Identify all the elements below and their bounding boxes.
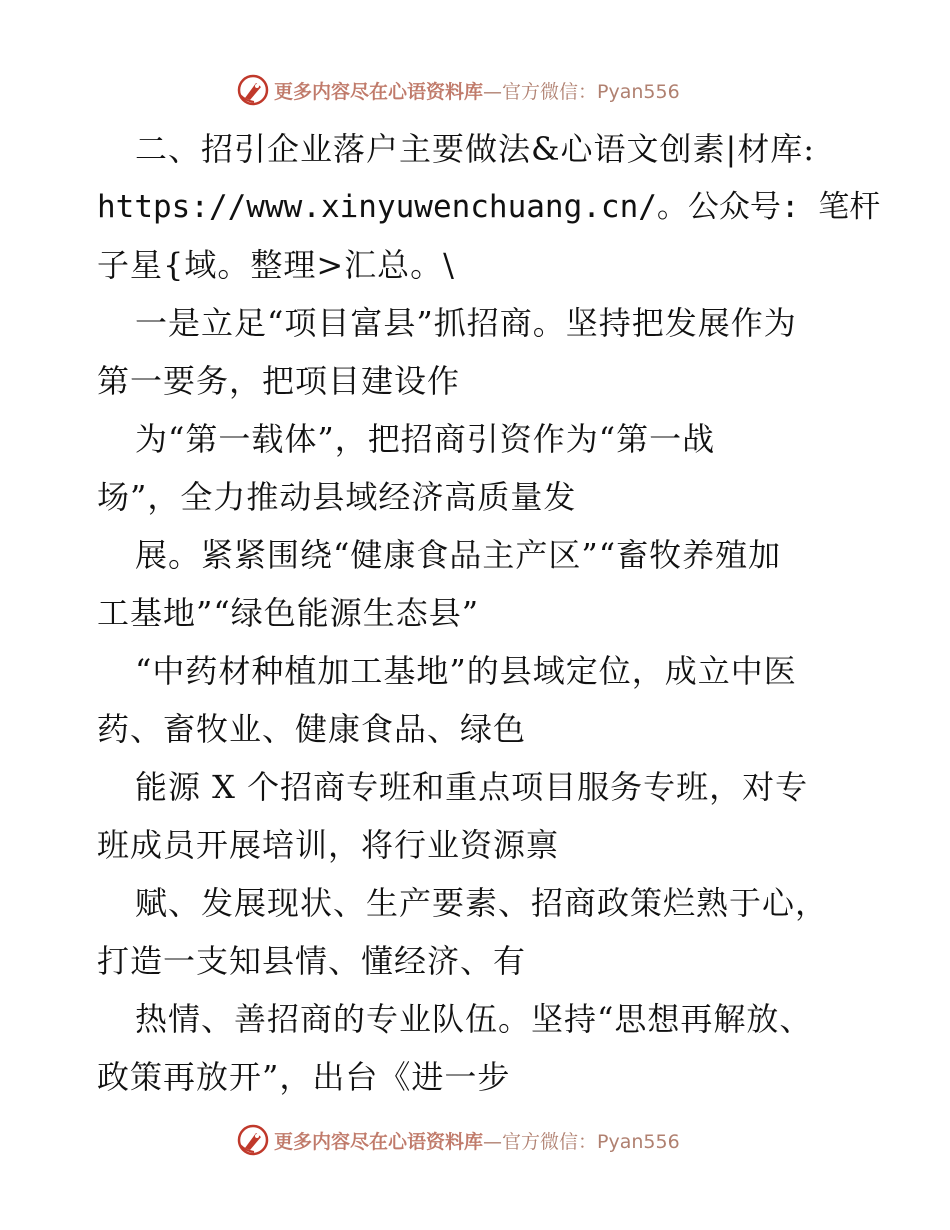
text-line: https://www.xinyuwenchuang.cn/。公众号: 笔杆 xyxy=(97,189,881,225)
watermark-brand: 更多内容尽在心语资料库 xyxy=(274,80,484,103)
watermark-wechat: —官方微信：Pyan556 xyxy=(483,80,680,103)
text-line: 场”，全力推动县域经济高质量发 xyxy=(97,478,577,516)
text-line: 药、畜牧业、健康食品、绿色 xyxy=(97,710,527,748)
pen-nib-logo-icon xyxy=(236,1123,270,1157)
text-line: “中药材种植加工基地”的县域定位，成立中医 xyxy=(135,652,797,690)
text-line: 为“第一载体”，把招商引资作为“第一战 xyxy=(135,420,716,458)
text-line: 打造一支知县情、懂经济、有 xyxy=(97,942,527,980)
text-line: 能源 X 个招商专班和重点项目服务专班，对专 xyxy=(135,768,809,806)
text-line: 子星{域。整理>汇总。\ xyxy=(97,246,455,284)
header-watermark xyxy=(236,72,680,108)
text-line: 赋、发展现状、生产要素、招商政策烂熟于心， xyxy=(135,884,829,922)
text-line: 展。紧紧围绕“健康食品主产区”“畜牧养殖加 xyxy=(135,536,782,574)
text-line: 第一要务，把项目建设作 xyxy=(97,362,461,400)
text-line: 工基地”“绿色能源生态县” xyxy=(97,594,480,632)
pen-nib-logo-icon xyxy=(236,73,270,107)
text-line: 二、招引企业落户主要做法&心语文创素|材库: xyxy=(135,130,816,168)
text-line: 热情、善招商的专业队伍。坚持“思想再解放、 xyxy=(135,1000,813,1038)
text-line: 班成员开展培训，将行业资源禀 xyxy=(97,826,560,864)
watermark-brand: 更多内容尽在心语资料库 xyxy=(274,1130,484,1153)
text-line: 一是立足“项目富县”抓招商。坚持把发展作为 xyxy=(135,304,797,342)
body-text xyxy=(97,120,881,1106)
footer-watermark xyxy=(236,1122,680,1158)
text-line: 政策再放开”，出台《进一步 xyxy=(97,1058,511,1096)
watermark-wechat: —官方微信：Pyan556 xyxy=(483,1130,680,1153)
